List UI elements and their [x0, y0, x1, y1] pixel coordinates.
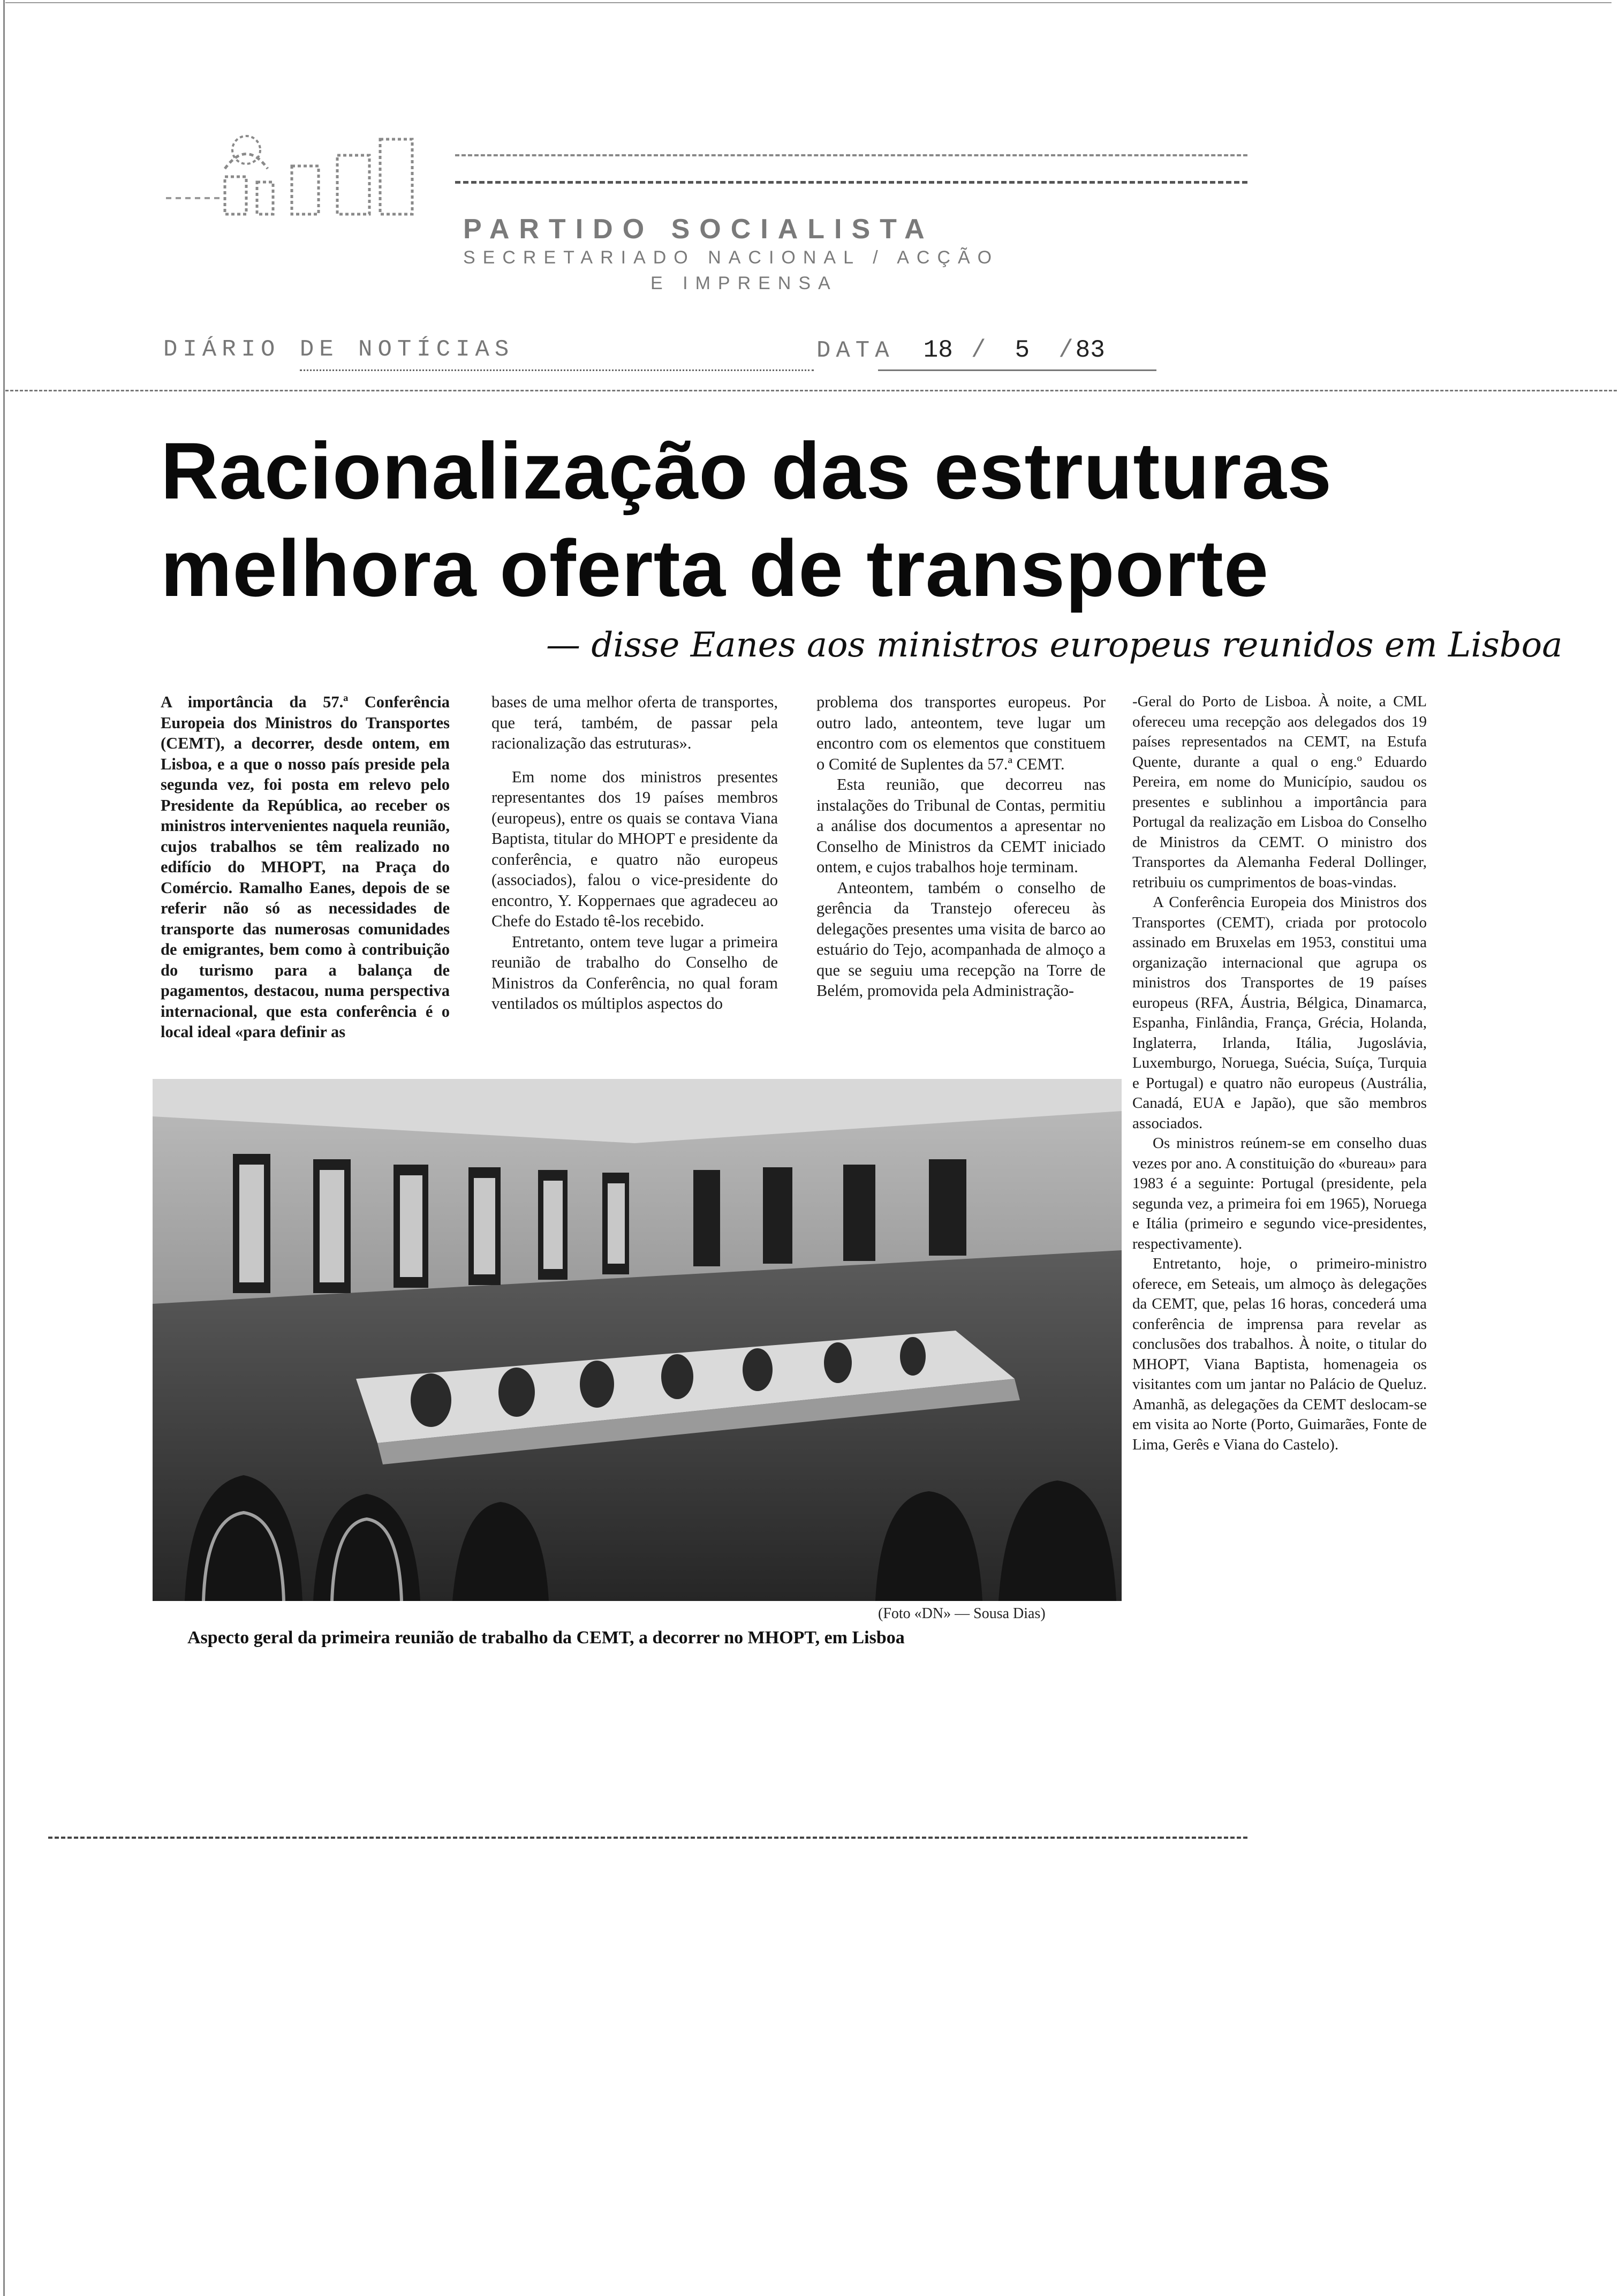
stamp-org-sub: E IMPRENSA: [650, 273, 838, 293]
photo-caption: Aspecto geral da primeira reunião de trabalho da CEMT, a decorrer no MHOPT, em Lisboa: [187, 1628, 905, 1648]
header-divider: [5, 390, 1617, 391]
headline-line-1: Racionalização das estruturas: [161, 426, 1333, 516]
page-edge-left: [3, 0, 5, 2296]
article-column-2: [491, 692, 778, 1014]
paragraph: Em nome dos ministros presentes representantes dos 19 países membros (europeus), entre os quais se contava Viana Baptista, titular do MHOPT e presidente da conferência, e quatro não europeus (associados), falou o vice-presidente do encontro, Y. Koppernaes que agradeceu ao Chefe do Estado tê-los recebido.: [491, 767, 778, 930]
article-column-3: [816, 692, 1106, 1001]
date-field: [816, 336, 1105, 364]
clipping-bottom-edge: [48, 1837, 1247, 1839]
meeting-photo-image: [153, 1079, 1122, 1601]
date-month: 5: [1015, 336, 1030, 364]
source-underline: [300, 369, 814, 371]
article-column-4: [1132, 692, 1427, 1455]
meeting-photo: [153, 1079, 1122, 1601]
date-day: 18: [923, 336, 953, 364]
source-field: [163, 336, 514, 363]
paragraph: Entretanto, hoje, o primeiro-ministro oferece, em Seteais, um almoço às delegações da CEMT, que, pelas 16 horas, concederá uma conferência de imprensa para revelar as conclusões dos trabalhos. À noite, o titular do MHOPT, Viana Baptista, homenageia os visitantes com um jantar no Palácio de Queluz. Amanhã, as delegações da CEMT deslocam-se em visita ao Norte (Porto, Guimarães, Fonte de Lima, Gerês e Viana do Castelo).: [1132, 1255, 1427, 1453]
article-column-1: [161, 692, 450, 1043]
paragraph: Entretanto, ontem teve lugar a primeira reunião de trabalho do Conselho de Ministros da Conferência, no qual foram ventilados os múltiplos aspectos do: [491, 932, 778, 1013]
source-label: DIÁRIO DE NOTÍCIAS: [163, 336, 515, 363]
paragraph: Os ministros reúnem-se em conselho duas vezes por ano. A constituição do «bureau» para 1983 é a seguinte: Portugal (presidente, pela segunda vez, a primeira foi em 1965), Noruega e Itália (primeiro e segundo vice-presidentes, respectivamente).: [1132, 1135, 1427, 1252]
date-year: 83: [1075, 336, 1105, 364]
photo-credit: (Foto «DN» — Sousa Dias): [878, 1605, 1046, 1622]
top-scan-edge: [5, 2, 1612, 3]
stamp-rule-1: [455, 154, 1247, 156]
date-underline: [878, 369, 1156, 371]
date-sep-2: /: [1058, 336, 1073, 364]
paragraph: problema dos transportes europeus. Por outro lado, anteontem, teve lugar um encontro com os elementos que constituem o Comité de Suplentes da 57.ª CEMT.: [816, 693, 1106, 773]
subheadline: — disse Eanes aos ministros europeus reunidos em Lisboa: [546, 625, 1563, 665]
paragraph: -Geral do Porto de Lisboa. À noite, a CML ofereceu uma recepção aos delegados dos 19 países representados na CEMT, na Estufa Quente, durante a qual o eng.º Eduardo Pereira, em nome do Município, saudou os presentes e sublinhou a importância para Portugal da realização em Lisboa do Conselho de Ministros da CEMT. O ministro dos Transportes da Alemanha Federal Dollinger, retribuiu os cumprimentos de boas-vindas.: [1132, 693, 1427, 891]
headline-line-2: melhora oferta de transporte: [161, 523, 1269, 613]
stamp-org-dept: SECRETARIADO NACIONAL / ACÇÃO: [463, 247, 1000, 268]
date-sep-1: /: [971, 336, 986, 364]
paragraph: Anteontem, também o conselho de gerência da Transtejo ofereceu às delegações presentes uma visita de barco ao estuário do Tejo, acompanhada de almoço a que se seguiu uma recepção na Torre de Belém, promovida pela Administração-: [816, 878, 1106, 1000]
paragraph: A importância da 57.ª Conferência Europeia dos Ministros do Transportes (CEMT), a decorrer, desde ontem, em Lisboa, e a que o nosso país preside pela segunda vez, foi posta em relevo pelo Presidente da República, ao receber os ministros intervenientes naquela reunião, cujos trabalhos se têm realizado no edifício do MHOPT, na Praça do Comércio. Ramalho Eanes, depois de se referir não só as necessidades de transporte das numerosas comunidades de emigrantes, bem como à contribuição do turismo para a balança de pagamentos, destacou, numa perspectiva internacional, que esta conferência é o local ideal «para definir as: [161, 693, 450, 1041]
party-logo-icon: [145, 118, 444, 220]
stamp-rule-2: [455, 181, 1247, 184]
stamp-org-name: PARTIDO SOCIALISTA: [463, 214, 934, 245]
date-label: DATA: [816, 337, 895, 364]
paragraph: bases de uma melhor oferta de transportes, que terá, também, de passar pela racionalização das estruturas».: [491, 693, 778, 752]
paragraph: A Conferência Europeia dos Ministros dos Transportes (CEMT), criada por protocolo assinado em Bruxelas em 1953, constitui uma organização internacional que agrupa os ministros dos Transportes de 19 países europeus (RFA, Áustria, Bélgica, Dinamarca, Espanha, Finlândia, França, Grécia, Holanda, Inglaterra, Irlanda, Itália, Jugoslávia, Luxemburgo, Noruega, Suécia, Suíça, Turquia e Portugal) e quatro não europeus (Austrália, Canadá, EUA e Japão), que são membros associados.: [1132, 894, 1427, 1132]
paragraph: Esta reunião, que decorreu nas instalações do Tribunal de Contas, permitiu a análise dos documentos a apresentar no Conselho de Ministros da CEMT iniciado ontem, e cujos trabalhos hoje terminam.: [816, 775, 1106, 876]
